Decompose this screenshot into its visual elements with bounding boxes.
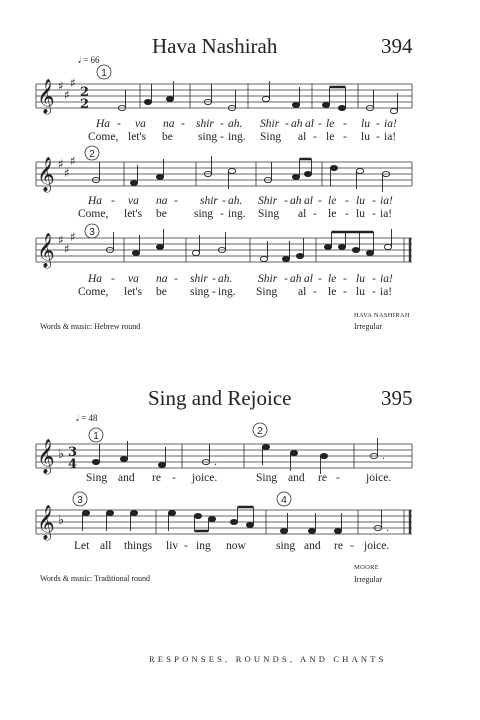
lyrics-line-3-english: Come, let's be sing - ing. Sing al - le - lu - ia! — [78, 286, 393, 298]
lyrics-line-3-hebrew: Ha - va na - shir - ah. Shir - ah al - le - lu - ia! — [88, 273, 393, 285]
key-signature-flat: ♭ — [58, 447, 65, 462]
credit-text: Words & music: Traditional round — [40, 574, 151, 583]
svg-text:♯: ♯ — [58, 79, 64, 93]
meter-label: Irregular — [354, 322, 382, 331]
svg-text:2: 2 — [257, 426, 263, 437]
svg-text:♯: ♯ — [70, 154, 76, 168]
treble-clef-icon: 𝄞 — [37, 505, 55, 540]
treble-clef-icon: 𝄞 — [37, 157, 55, 192]
tune-name: HAVA NASHIRAH — [354, 312, 410, 319]
svg-text:♯: ♯ — [70, 230, 76, 244]
tempo-marking: 𝅗𝅥 = 48 — [76, 413, 98, 423]
svg-text:♯: ♯ — [70, 76, 76, 90]
svg-text:♯: ♯ — [58, 157, 64, 171]
svg-text:3: 3 — [89, 227, 95, 238]
svg-text:3: 3 — [68, 445, 78, 460]
svg-text:4: 4 — [281, 495, 287, 506]
hymn-title: Sing and Rejoice — [148, 386, 292, 410]
time-signature — [68, 445, 77, 472]
tempo-marking: 𝅗𝅥 = 66 — [78, 55, 100, 65]
lyrics-line-2-hebrew: Ha - va na - shir - ah. Shir - ah al - le - lu - ia! — [88, 195, 393, 207]
svg-text:.: . — [382, 451, 386, 462]
hymn-title: Hava Nashirah — [152, 34, 278, 58]
key-signature-flat: ♭ — [58, 513, 65, 528]
lyrics-395-line-2: Let all things liv - ing now sing and re - joice. — [74, 540, 390, 552]
svg-text:♯: ♯ — [64, 166, 70, 180]
hymn-number: 394 — [381, 34, 413, 58]
svg-text:2: 2 — [80, 97, 90, 112]
notes-staff-5 — [82, 507, 389, 534]
tune-name: MOORE — [354, 564, 379, 571]
lyrics-line-1-english: Come, let's be sing - ing. Sing al - le - lu - ia! — [88, 131, 397, 143]
svg-text:2: 2 — [89, 149, 95, 160]
svg-text:1: 1 — [93, 431, 99, 442]
svg-text:♯: ♯ — [64, 242, 70, 256]
svg-text:3: 3 — [77, 495, 83, 506]
credit-text: Words & music: Hebrew round — [40, 322, 141, 331]
svg-text:.: . — [214, 457, 218, 468]
svg-text:1: 1 — [101, 68, 107, 79]
staff-2 — [36, 510, 412, 534]
svg-text:4: 4 — [68, 457, 78, 472]
lyrics-line-2-english: Come, let's be sing - ing. Sing al - le - lu - ia! — [78, 208, 393, 220]
svg-text:♯: ♯ — [58, 233, 64, 247]
lyrics-line-1-hebrew: Ha - va na - shir - ah. Shir - ah al - le - lu - ia! — [96, 118, 397, 130]
staff-1 — [36, 444, 412, 468]
treble-clef-icon: 𝄞 — [37, 79, 55, 114]
svg-text:.: . — [386, 523, 390, 534]
section-footer: RESPONSES, ROUNDS, AND CHANTS — [149, 654, 387, 664]
treble-clef-icon: 𝄞 — [37, 233, 55, 268]
svg-text:2: 2 — [80, 85, 90, 100]
meter-label: Irregular — [354, 575, 382, 584]
lyrics-395-line-1: Sing and re - joice. Sing and re - joice. — [86, 472, 392, 484]
treble-clef-icon: 𝄞 — [37, 439, 55, 474]
hymn-number: 395 — [381, 386, 413, 410]
svg-text:♯: ♯ — [64, 88, 70, 102]
